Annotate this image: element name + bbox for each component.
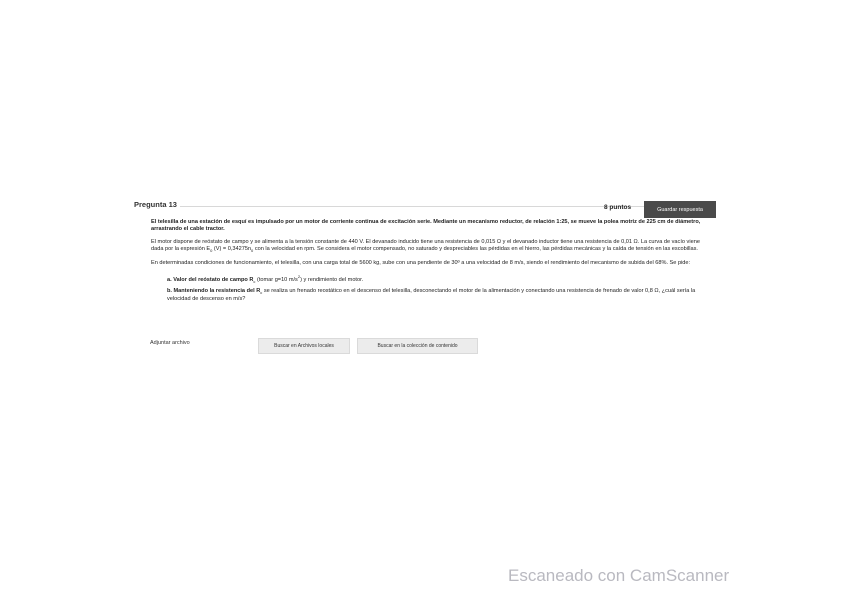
points-label: 8 puntos [604, 204, 632, 211]
item-a-prefix: a. Valor del reóstato de campo R [167, 276, 254, 283]
browse-local-files-button[interactable]: Buscar en Archivos locales [258, 338, 350, 354]
item-a-sub: c [253, 279, 256, 285]
item-b-sub: c [260, 290, 263, 296]
attach-file-label: Adjuntar archivo [150, 340, 190, 346]
paragraph-2-sub: 0 [210, 248, 213, 254]
item-a [167, 273, 701, 285]
item-a-sup: 2 [297, 274, 301, 280]
paragraph-2 [151, 239, 701, 254]
browse-content-collection-button[interactable]: Buscar en la colección de contenido [357, 338, 478, 354]
item-a-mid: (tomar g=10 m/s [255, 276, 298, 283]
title-divider [180, 206, 648, 207]
paragraph-2-sub2: 0 [251, 248, 254, 254]
item-b-prefix: b. Manteniendo la resistencia del R [167, 288, 261, 295]
camscanner-watermark: Escaneado con CamScanner [508, 566, 730, 585]
question-title: Pregunta 13 [134, 200, 177, 209]
paragraph-1: El telesilla de una estación de esquí es impulsado por un motor de corriente continua de excitación serie. Mediante un mecanismo reductor, de relación 1:25, se mueve la polea motriz de 225 cm de diámetro, arrastrando el cable tractor. [151, 219, 701, 232]
item-b-suffix: se realiza un frenado reostático en el descenso del telesilla, desconectando el motor de la alimentación y conectando una resistencia de frenado de valor 0,8 Ω, ¿cuál sería la velocidad de descenso en m/s? [167, 288, 696, 303]
save-answer-button[interactable]: Guardar respuesta [644, 201, 716, 218]
question-items [167, 273, 701, 303]
paragraph-2-part-b: (V) = 0,34275n [212, 246, 252, 252]
question-block [134, 198, 718, 358]
item-a-suffix: ) y rendimiento del motor. [300, 276, 364, 283]
paragraph-3: En determinadas condiciones de funcionamiento, el telesilla, con una carga total de 5600 kg, sube con una pendiente de 30º a una velocidad de 8 m/s, siendo el rendimiento del mecanismo de subida del 68%. Se pide: [151, 260, 691, 267]
paragraph-2-part-c: con la velocidad en rpm. Se considera el motor compensado, no saturado y despreciables las pérdidas en el hierro, las pérdidas mecánicas y la caída de tensión en las escobillas. [253, 246, 698, 252]
paragraph-2-part-a: El motor dispone de reóstato de campo y se alimenta a la tensión constante de 440 V. El devanado inducido tiene una resistencia de 0,015 Ω y el devanado inductor tiene una resistencia de 0,01 Ω. La curva de vacío viene dada por la expresión E [151, 239, 700, 252]
question-text [151, 219, 701, 306]
item-b [167, 288, 701, 303]
